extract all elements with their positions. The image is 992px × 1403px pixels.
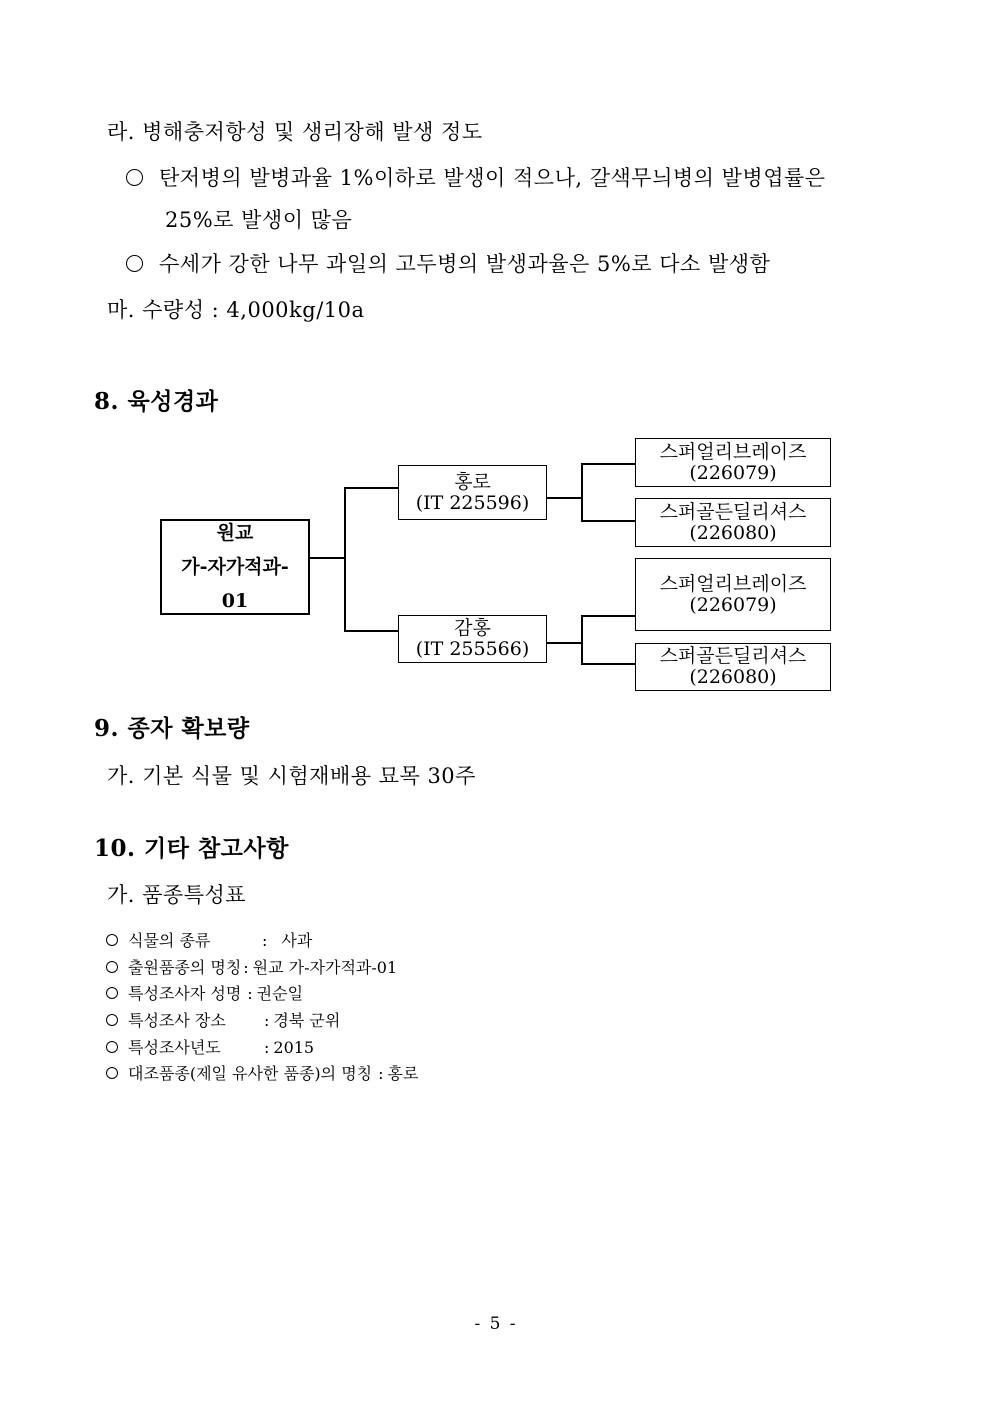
grandparent-code: (226079) — [689, 461, 777, 484]
grandparent-name: 스퍼얼리브레이즈 — [659, 440, 807, 463]
char-sep: : — [262, 931, 268, 950]
char-value: 2015 — [273, 1038, 315, 1057]
section-10-sub: 가. 품종특성표 — [107, 883, 247, 907]
char-label: 식물의 종류 — [128, 931, 211, 950]
char-sep: : — [378, 1064, 384, 1083]
root-line-1: 원교 — [216, 522, 254, 544]
bullet-continuation: 25%로 발생이 많음 — [165, 208, 353, 232]
grandparent-box — [635, 643, 831, 691]
circle-bullet-icon — [106, 1014, 118, 1026]
bullet-text: 수세가 강한 나무 과일의 고두병의 발생과율은 5%로 다소 발생함 — [159, 252, 771, 276]
section-9-heading: 9. 종자 확보량 — [94, 715, 250, 742]
grandparent-name: 스퍼얼리브레이즈 — [659, 572, 807, 595]
connector-line — [546, 642, 582, 644]
char-label: 특성조사년도 — [128, 1038, 221, 1057]
char-list-item — [106, 928, 312, 951]
char-label: 출원품종의 명칭 — [128, 958, 242, 977]
connector-line — [344, 487, 346, 631]
char-value: 경북 군위 — [273, 1011, 341, 1030]
char-value: 홍로 — [387, 1064, 419, 1083]
grandparent-name: 스퍼골든딜리셔스 — [659, 645, 807, 667]
section-ra-title: 라. 병해충저항성 및 생리장해 발생 정도 — [107, 120, 483, 144]
page-number: - 5 - — [474, 1314, 518, 1334]
connector-line — [581, 520, 636, 522]
grandparent-code: (226079) — [689, 593, 777, 616]
char-sep: : — [243, 958, 249, 977]
grandparent-code: (226080) — [689, 666, 777, 688]
connector-line — [546, 497, 582, 499]
char-list-item — [106, 1035, 314, 1058]
connector-line — [581, 463, 636, 465]
section-10-heading: 10. 기타 참고사항 — [94, 835, 289, 862]
parent-name: 홍로 — [454, 470, 491, 493]
grandparent-box — [635, 438, 831, 487]
circle-bullet-icon — [106, 1041, 118, 1053]
grandparent-box — [635, 498, 831, 547]
root-line-3: 01 — [221, 590, 249, 612]
char-sep: : — [264, 1011, 270, 1030]
char-list-item — [106, 1008, 340, 1031]
circle-bullet-icon — [106, 961, 118, 973]
section-ma-title: 마. 수량성 : 4,000kg/10a — [107, 298, 365, 322]
parent-name: 감홍 — [454, 617, 491, 639]
parent-code: (IT 225596) — [415, 491, 530, 514]
connector-line — [581, 463, 583, 521]
bullet-text: 탄저병의 발병과율 1%이하로 발생이 적으나, 갈색무늬병의 발병엽률은 — [159, 166, 826, 190]
root-line-2: 가-자가적과- — [181, 556, 289, 578]
parent-box-hongro — [398, 465, 547, 520]
connector-line — [581, 615, 583, 664]
circle-bullet-icon — [126, 169, 143, 186]
circle-bullet-icon — [106, 987, 118, 999]
char-sep: : — [264, 1038, 270, 1057]
root-variety-box — [160, 519, 310, 615]
char-sep: : — [247, 984, 253, 1003]
char-label: 특성조사자 성명 — [128, 984, 242, 1003]
char-list-item — [106, 981, 303, 1004]
circle-bullet-icon — [106, 934, 118, 946]
char-value: 권순일 — [256, 984, 304, 1003]
section-9-item: 가. 기본 식물 및 시험재배용 묘목 30주 — [107, 764, 476, 788]
connector-line — [309, 557, 345, 559]
connector-line — [581, 615, 636, 617]
grandparent-box — [635, 558, 831, 631]
parent-box-gamhong — [398, 615, 547, 663]
char-list-item — [106, 955, 397, 978]
char-label: 특성조사 장소 — [128, 1011, 226, 1030]
char-value: 원교 가-자가적과-01 — [252, 958, 398, 977]
circle-bullet-icon — [106, 1067, 118, 1079]
connector-line — [581, 663, 636, 665]
parent-code: (IT 255566) — [415, 638, 530, 660]
char-list-item — [106, 1061, 418, 1084]
char-label: 대조품종(제일 유사한 품종)의 명칭 — [128, 1064, 373, 1083]
grandparent-code: (226080) — [689, 521, 777, 544]
section-8-heading: 8. 육성경과 — [94, 388, 219, 415]
bullet-item — [126, 162, 826, 192]
char-value: 사과 — [281, 931, 313, 950]
connector-line — [344, 487, 399, 489]
bullet-item — [126, 248, 770, 278]
circle-bullet-icon — [126, 255, 143, 272]
grandparent-name: 스퍼골든딜리셔스 — [659, 500, 807, 523]
connector-line — [344, 630, 399, 632]
